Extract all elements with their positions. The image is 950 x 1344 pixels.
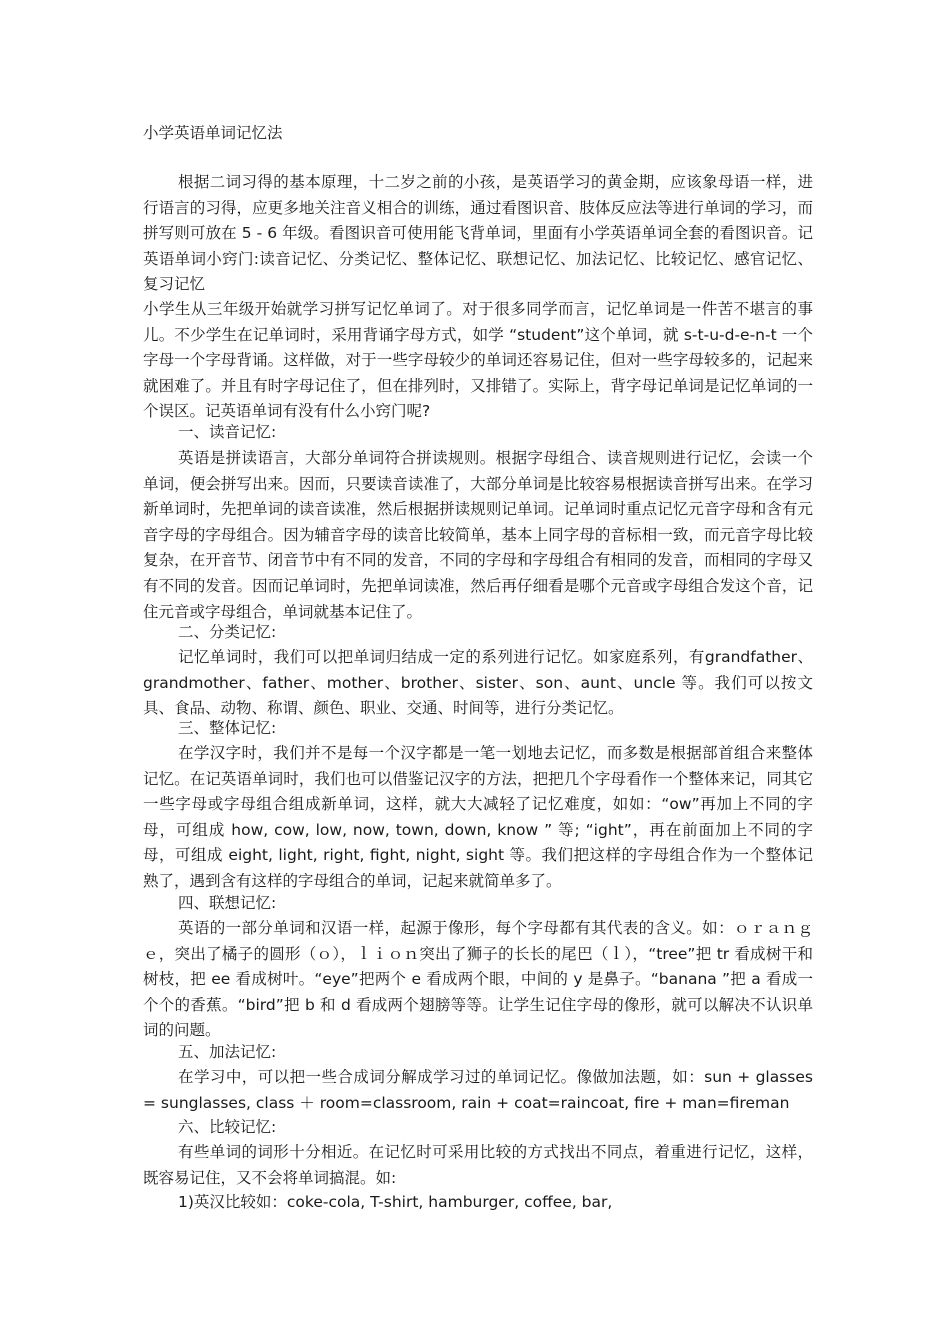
section-4-body: 英语的一部分单词和汉语一样，起源于像形，每个字母都有其代表的含义。如：ｏｒａｎｇｅ，突出了橘子的圆形（ｏ），ｌｉｏｎ突出了狮子的长长的尾巴（ｌ），“tree”把 tr 看成树干和树枝，把 ee 看成树叶。“eye”把两个 e 看成两个眼，中间的 y 是鼻子。“banana ”把 a 看成一个个的香蕉。“bird”把 b 和 d 看成两个翅膀等等。让学生记住字母的像形，就可以解决不认识单词的问题。 (143, 919, 813, 1040)
section-1-body: 英语是拼读语言，大部分单词符合拼读规则。根据字母组合、读音规则进行记忆，会读一个单词，便会拼写出来。因而，只要读音读准了，大部分单词是比较容易根据读音拼写出来。在学习新单词时，先把单词的读音读准，然后根据拼读规则记单词。记单词时重点记忆元音字母和含有元音字母的字母组合。因为辅音字母的读音比较简单，基本上同字母的音标相一致，而元音字母比较复杂，在开音节、闭音节中有不同的发音，不同的字母和字母组合有相同的发音，而相同的字母又有不同的发音。因而记单词时，先把单词读准，然后再仔细看是哪个元音或字母组合发这个音，记住元音或字母组合，单词就基本记住了。 (143, 449, 813, 621)
section-5-heading: 五、加法记忆: (178, 1043, 277, 1061)
section-3-heading: 三、整体记忆: (178, 719, 277, 737)
section-6-body: 有些单词的词形十分相近。在记忆时可采用比较的方式找出不同点，着重进行记忆，这样，既容易记住，又不会将单词搞混。如: (143, 1143, 813, 1187)
list-item-1: 1)英汉比较如：coke-cola, T-shirt, hamburger, coffee, bar, (178, 1193, 613, 1211)
intro-paragraph: 根据二词习得的基本原理，十二岁之前的小孩，是英语学习的黄金期，应该象母语一样，进行语言的习得，应更多地关注音义相合的训练，通过看图识音、肢体反应法等进行单词的学习，而拼写则可放在 5 - 6 年级。看图识音可使用能飞背单词，里面有小学英语单词全套的看图识音。记英语单词小窍门:读音记忆、分类记忆、整体记忆、联想记忆、加法记忆、比较记忆、感官记忆、复习记忆 (143, 173, 813, 294)
section-3-body: 在学汉字时，我们并不是每一个汉字都是一笔一划地去记忆，而多数是根据部首组合来整体记忆。在记英语单词时，我们也可以借鉴记汉字的方法，把把几个字母看作一个整体来记，同其它一些字母或字母组合组成新单词，这样，就大大减轻了记忆难度，如如：“ow”再加上不同的字母，可组成 how, cow, low, now, town, down, know ” 等; “ight”，再在前面加上不同的字母，可组成 eight, light, right, fight, night, sight 等。我们把这样的字母组合作为一个整体记熟了，遇到含有这样的字母组合的单词，记起来就简单多了。 (143, 744, 813, 890)
section-4-heading: 四、联想记忆: (178, 894, 277, 912)
section-2-body: 记忆单词时，我们可以把单词归结成一定的系列进行记忆。如家庭系列，有grandfather、grandmother、father、mother、brother、sister、son、aunt、uncle 等。我们可以按文具、食品、动物、称谓、颜色、职业、交通、时间等，进行分类记忆。 (143, 648, 813, 718)
section-1-heading: 一、读音记忆: (178, 423, 277, 441)
section-5-body: 在学习中，可以把一些合成词分解成学习过的单词记忆。像做加法题，如：sun + glasses = sunglasses, class ＋ room=classroom, rain + coat=raincoat, fire + man=fireman (143, 1068, 813, 1112)
section-6-heading: 六、比较记忆: (178, 1118, 277, 1136)
section-2-heading: 二、分类记忆: (178, 623, 277, 641)
page-title: 小学英语单词记忆法 (143, 124, 283, 142)
paragraph-2: 小学生从三年级开始就学习拼写记忆单词了。对于很多同学而言，记忆单词是一件苦不堪言的事儿。不少学生在记单词时，采用背诵字母方式，如学 “student”这个单词，就 s-t-u-d-e-n-t 一个字母一个字母背诵。这样做，对于一些字母较少的单词还容易记住，但对一些字母较多的，记起来就困难了。并且有时字母记住了，但在排列时，又排错了。实际上，背字母记单词是记忆单词的一个误区。记英语单词有没有什么小窍门呢? (143, 300, 813, 421)
